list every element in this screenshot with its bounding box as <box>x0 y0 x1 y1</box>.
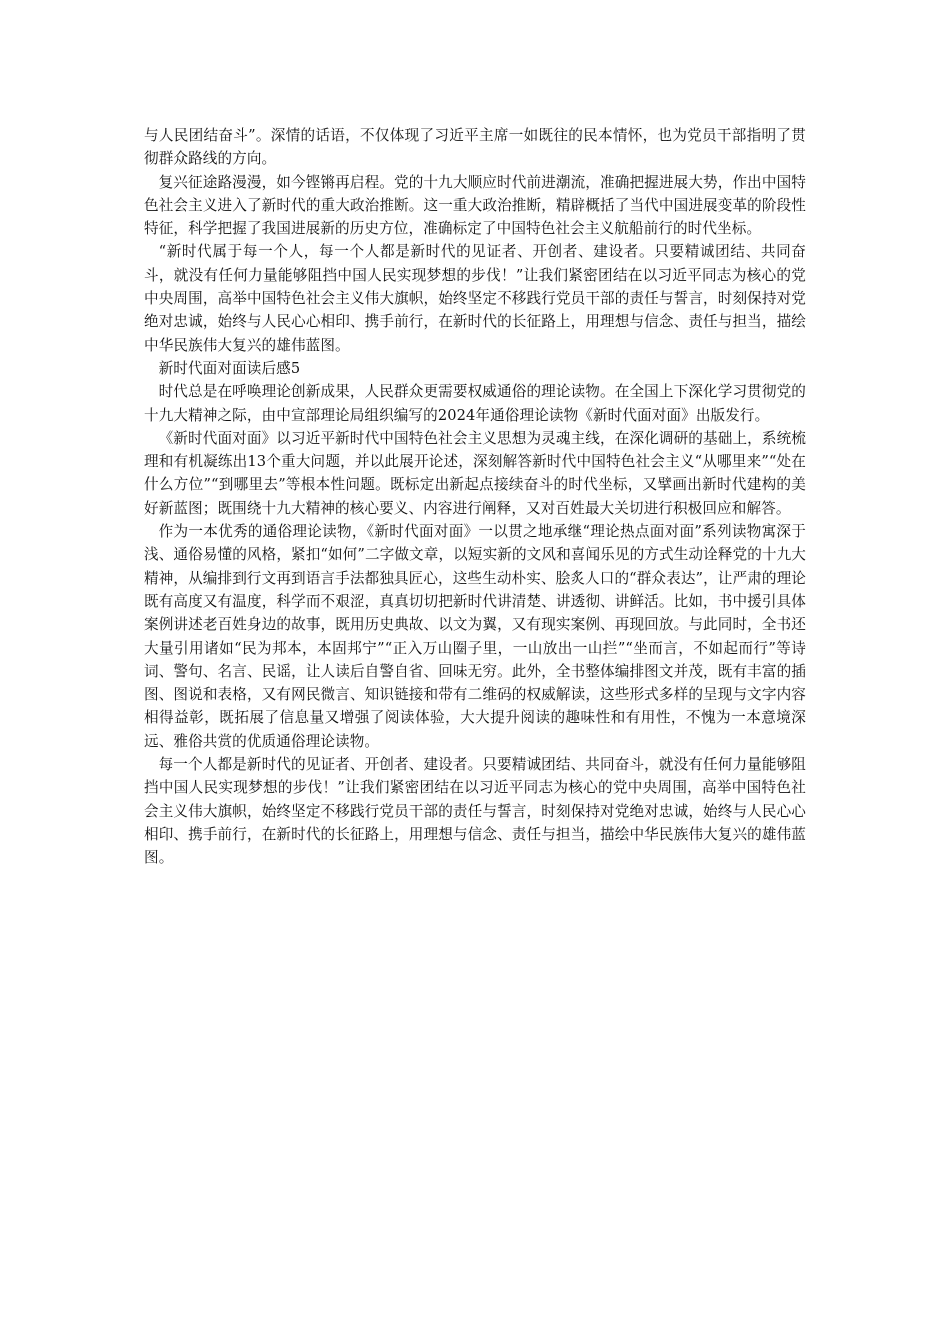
paragraph-3: “新时代属于每一个人，每一个人都是新时代的见证者、开创者、建设者。只要精诚团结、共同奋斗，就没有任何力量能够阻挡中国人民实现梦想的步伐！”让我们紧密团结在以习近平同志为核心的党中央周围，高举中国特色社会主义伟大旗帜，始终坚定不移践行党员干部的责任与誓言，时刻保持对党绝对忠诚，始终与人民心心相印、携手前行，在新时代的长征路上，用理想与信念、责任与担当，描绘中华民族伟大复兴的雄伟蓝图。 <box>144 243 806 354</box>
paragraph-6: 作为一本优秀的通俗理论读物，《新时代面对面》一以贯之地承继“理论热点面对面”系列读物寓深于浅、通俗易懂的风格，紧扣“如何”二字做文章，以短实新的文风和喜闻乐见的方式生动诠释党的十九大精神，从编排到行文再到语言手法都独具匠心，这些生动朴实、脍炙人口的“群众表达”，让严肃的理论既有高度又有温度，科学而不艰涩，真真切切把新时代讲清楚、讲透彻、讲鲜活。比如，书中援引具体案例讲述老百姓身边的故事，既用历史典故、以文为翼，又有现实案例、再现回放。与此同时，全书还大量引用诸如“民为邦本，本固邦宁”“正入万山圈子里，一山放出一山拦”“坐而言，不如起而行”等诗词、警句、名言、民谣，让人读后自警自省、回味无穷。此外，全书整体编排图文并茂，既有丰富的插图、图说和表格，又有网民微言、知识链接和带有二维码的权威解读，这些形式多样的呈现与文字内容相得益彰，既拓展了信息量又增强了阅读体验，大大提升阅读的趣味性和有用性，不愧为一本意境深远、雅俗共赏的优质通俗理论读物。 <box>144 523 807 750</box>
document-page <box>144 124 806 870</box>
paragraph-4: 时代总是在呼唤理论创新成果，人民群众更需要权威通俗的理论读物。在全国上下深化学习贯彻党的十九大精神之际，由中宣部理论局组织编写的2024年通俗理论读物《新时代面对面》出版发行。 <box>144 383 806 424</box>
paragraph-1: 与人民团结奋斗”。深情的话语，不仅体现了习近平主席一如既往的民本情怀，也为党员干部指明了贯彻群众路线的方向。 <box>144 127 806 168</box>
section-heading: 新时代面对面读后感5 <box>158 359 301 377</box>
paragraph-5: 《新时代面对面》以习近平新时代中国特色社会主义思想为灵魂主线，在深化调研的基础上，系统梳理和有机凝练出13个重大问题，并以此展开论述，深刻解答新时代中国特色社会主义“从哪里来”“处在什么方位”“到哪里去”等根本性问题。既标定出新起点接续奋斗的时代坐标，又擘画出新时代建构的美好新蓝图；既围绕十九大精神的核心要义、内容进行阐释，又对百姓最大关切进行积极回应和解答。 <box>144 429 806 517</box>
paragraph-2: 复兴征途路漫漫，如今铿锵再启程。党的十九大顺应时代前进潮流，准确把握进展大势，作出中国特色社会主义进入了新时代的重大政治推断。这一重大政治推断，精辟概括了当代中国进展变革的阶段性特征，科学把握了我国进展新的历史方位，准确标定了中国特色社会主义航船前行的时代坐标。 <box>144 173 806 238</box>
paragraph-7: 每一个人都是新时代的见证者、开创者、建设者。只要精诚团结、共同奋斗，就没有任何力量能够阻挡中国人民实现梦想的步伐！”让我们紧密团结在以习近平同志为核心的党中央周围，高举中国特色社会主义伟大旗帜，始终坚定不移践行党员干部的责任与誓言，时刻保持对党绝对忠诚，始终与人民心心相印、携手前行，在新时代的长征路上，用理想与信念、责任与担当，描绘中华民族伟大复兴的雄伟蓝图。 <box>144 756 806 867</box>
